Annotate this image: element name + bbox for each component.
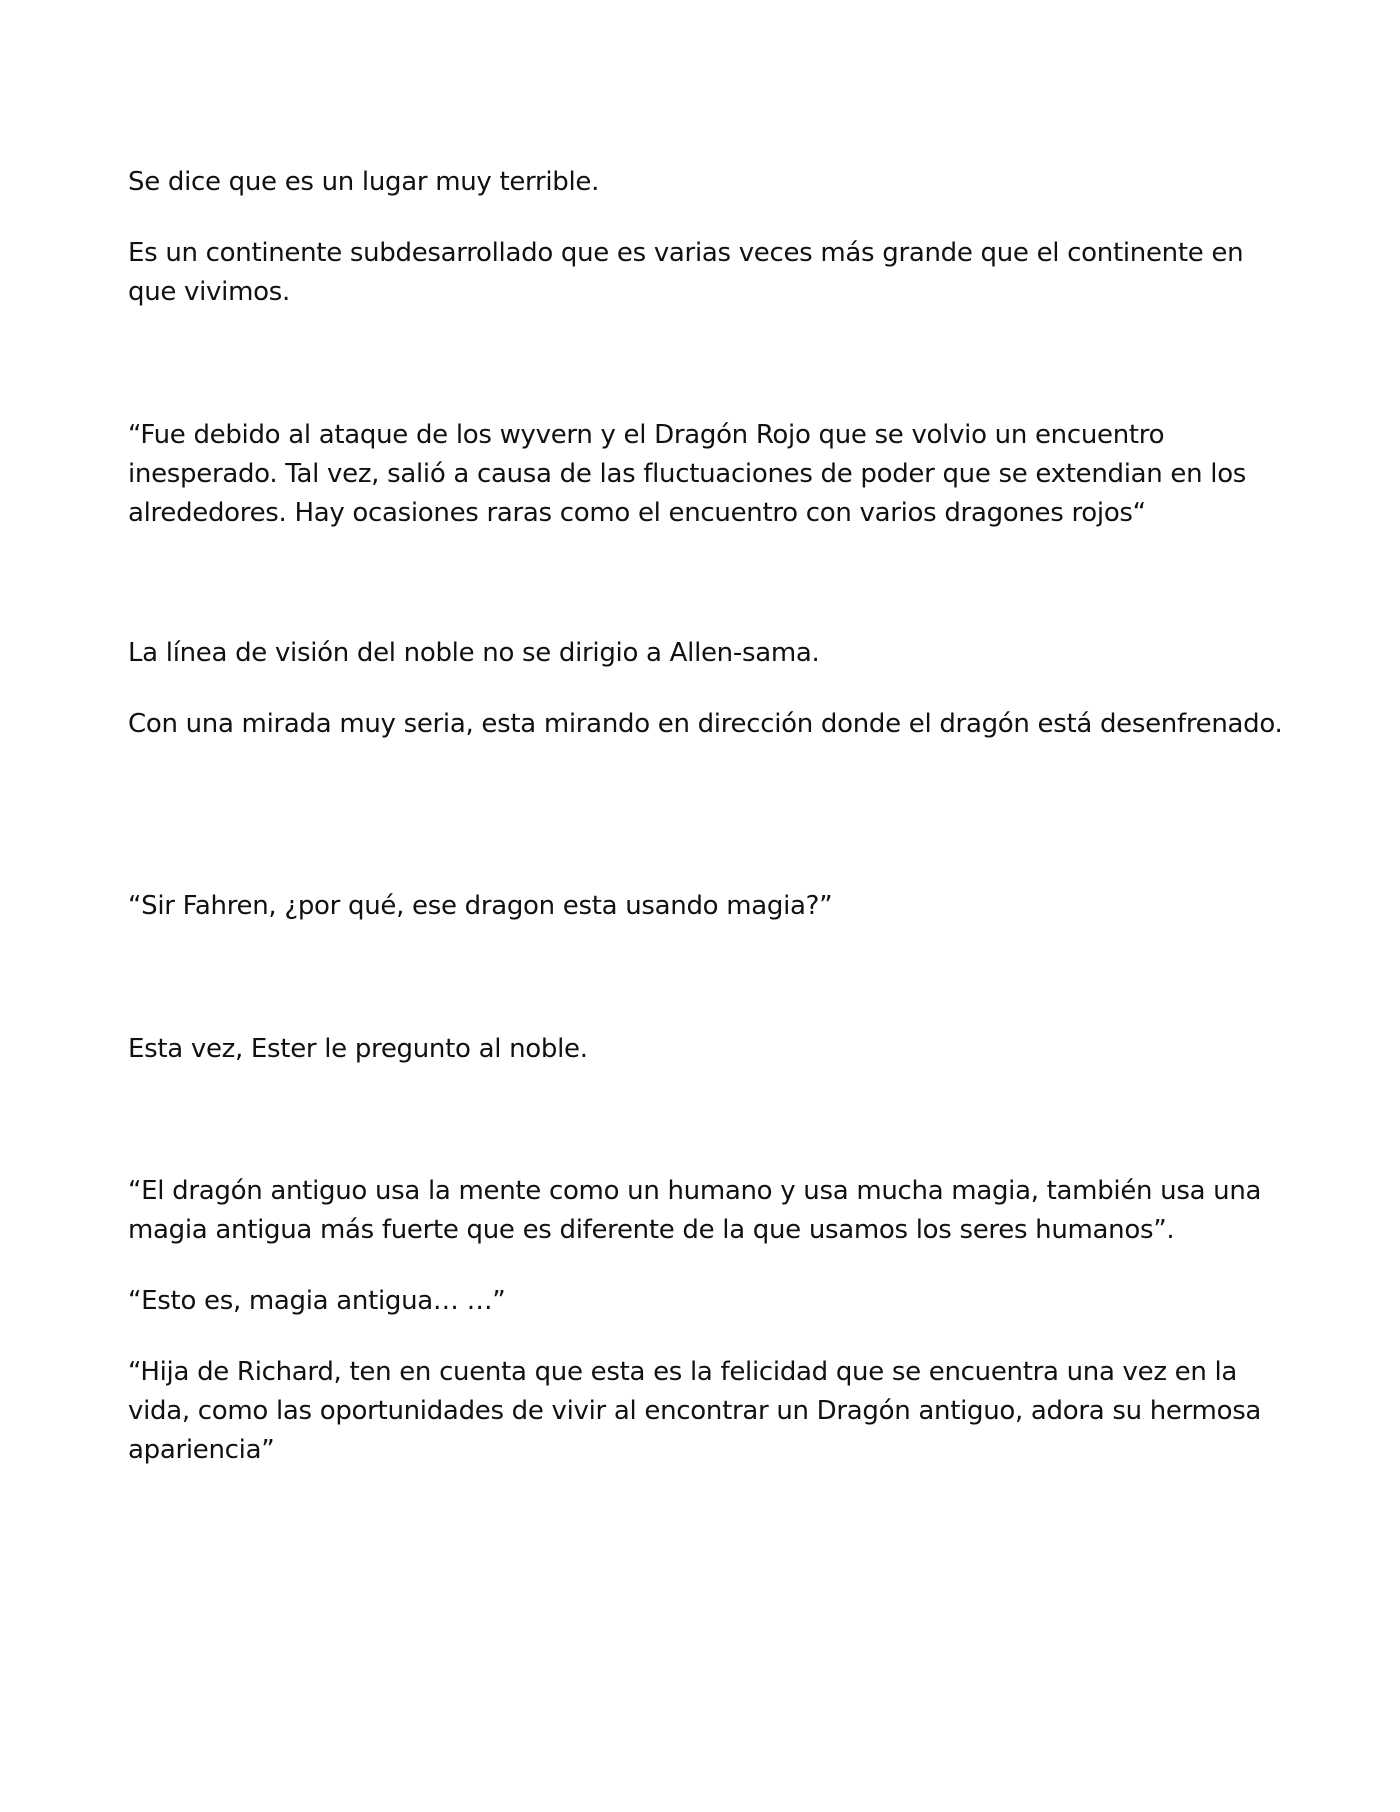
paragraph-9: “Esto es, magia antigua… …” — [128, 1286, 506, 1316]
paragraph-8: “El dragón antiguo usa la mente como un humano y usa mucha magia, también usa una magia antigua más fuerte que es diferente de la que usamos los seres humanos”. — [128, 1176, 1262, 1245]
paragraph-10: “Hija de Richard, ten en cuenta que esta es la felicidad que se encuentra una vez en la vida, como las oportunidades de vivir al encontrar un Dragón antiguo, adora su hermosa apariencia” — [128, 1357, 1262, 1465]
paragraph-5: Con una mirada muy seria, esta mirando en dirección donde el dragón está desenfrenado. — [128, 709, 1283, 739]
paragraph-1: Se dice que es un lugar muy terrible. — [128, 167, 600, 197]
paragraph-2: Es un continente subdesarrollado que es varias veces más grande que el continente en que vivimos. — [128, 238, 1244, 307]
paragraph-4: La línea de visión del noble no se dirigio a Allen-sama. — [128, 638, 820, 668]
paragraph-7: Esta vez, Ester le pregunto al noble. — [128, 1034, 588, 1064]
paragraph-6: “Sir Fahren, ¿por qué, ese dragon esta usando magia?” — [128, 891, 833, 921]
paragraph-3: “Fue debido al ataque de los wyvern y el Dragón Rojo que se volvio un encuentro inesperado. Tal vez, salió a causa de las fluctuaciones de poder que se extendian en los alrededores. Hay ocasiones raras como el encuentro con varios dragones rojos“ — [128, 420, 1247, 528]
